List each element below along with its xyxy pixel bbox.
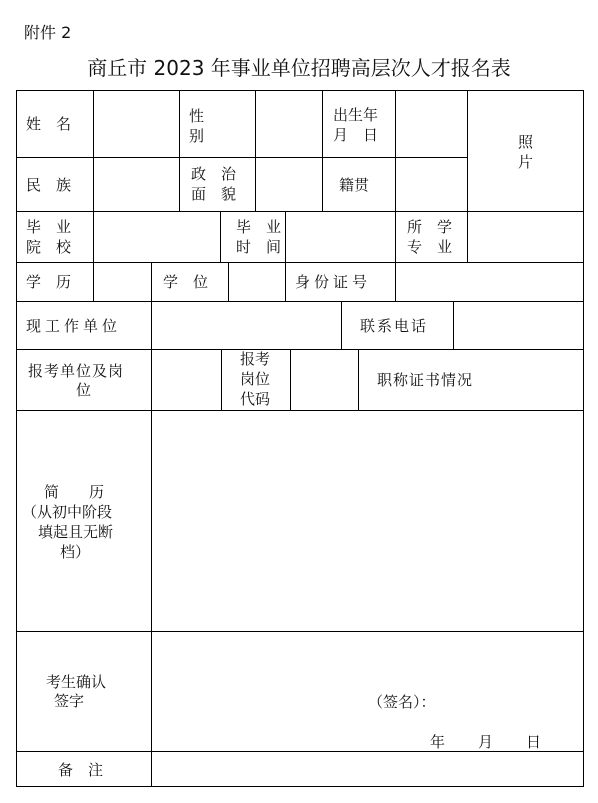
ethnicity-label: 民 族 xyxy=(26,176,72,194)
form-title: 商丘市 2023 年事业单位招聘高层次人才报名表 xyxy=(87,56,511,80)
politics-field[interactable] xyxy=(256,158,322,211)
birth-label-2: 月 日 xyxy=(333,126,379,144)
remarks-field[interactable] xyxy=(152,752,584,787)
resume-label-3: 填起且无断 xyxy=(38,523,114,541)
col-line xyxy=(322,90,323,211)
resume-label-2: （从初中阶段 xyxy=(22,503,113,521)
degree-label: 学 位 xyxy=(163,273,209,291)
gender-label-2: 别 xyxy=(189,127,205,145)
politics-label-2: 面 貌 xyxy=(191,185,237,203)
col-line xyxy=(220,211,221,262)
current-employer-label: 现工作单位 xyxy=(26,317,122,335)
id-number-label: 身份证号 xyxy=(295,273,372,291)
resume-label-4: 档） xyxy=(60,543,91,561)
grad-time-label-1: 毕 业 xyxy=(236,218,282,236)
date-month-label: 月 xyxy=(478,733,494,751)
resume-field[interactable] xyxy=(152,411,584,631)
col-line xyxy=(358,349,359,410)
post-code-label-2: 岗位 xyxy=(240,370,271,388)
photo-label-2: 片 xyxy=(518,153,534,171)
school-label-1: 毕 业 xyxy=(26,218,72,236)
grad-time-field[interactable] xyxy=(286,212,395,262)
degree-field[interactable] xyxy=(229,263,285,301)
major-label-1: 所 学 xyxy=(407,218,453,236)
school-label-2: 院 校 xyxy=(26,238,72,256)
date-day-label: 日 xyxy=(526,733,542,751)
native-place-field[interactable] xyxy=(396,158,467,211)
apply-unit-label-2: 位 xyxy=(76,381,92,399)
confirm-label-1: 考生确认 xyxy=(46,673,107,691)
col-line xyxy=(285,262,286,301)
native-place-label: 籍贯 xyxy=(339,176,370,194)
gender-field[interactable] xyxy=(256,91,322,157)
col-line xyxy=(221,349,222,410)
name-field[interactable] xyxy=(94,91,179,157)
post-code-label-1: 报考 xyxy=(240,350,271,368)
current-employer-field[interactable] xyxy=(152,302,341,349)
birth-label-1: 出生年 xyxy=(333,106,379,124)
col-line xyxy=(395,211,396,262)
photo-label-1: 照 xyxy=(518,133,534,151)
major-label-2: 专 业 xyxy=(407,238,453,256)
remarks-label: 备 注 xyxy=(58,761,104,779)
signature-label: （签名）： xyxy=(368,693,436,711)
grad-time-label-2: 时 间 xyxy=(236,238,282,256)
col-line xyxy=(179,90,180,211)
id-number-field[interactable] xyxy=(396,263,584,301)
col-line xyxy=(151,262,152,301)
confirm-label-2: 签字 xyxy=(54,692,85,710)
name-label: 姓 名 xyxy=(26,115,72,133)
gender-label-1: 性 xyxy=(189,107,205,125)
post-code-field[interactable] xyxy=(291,350,358,410)
education-label: 学 历 xyxy=(26,273,72,291)
title-cert-label: 职称证书情况 xyxy=(377,371,474,389)
col-line xyxy=(467,90,468,211)
phone-label: 联系电话 xyxy=(360,317,429,335)
post-code-label-3: 代码 xyxy=(240,390,271,408)
education-field[interactable] xyxy=(94,263,151,301)
title-cert-field[interactable] xyxy=(496,350,584,410)
col-line xyxy=(341,301,342,349)
phone-field[interactable] xyxy=(454,302,584,349)
attachment-label: 附件 2 xyxy=(24,23,72,42)
apply-unit-field[interactable] xyxy=(152,350,221,410)
date-year-label: 年 xyxy=(430,733,446,751)
apply-unit-label-1: 报考单位及岗 xyxy=(28,362,125,380)
major-field[interactable] xyxy=(468,212,584,262)
resume-label-1: 简 历 xyxy=(44,483,105,501)
school-field[interactable] xyxy=(94,212,220,262)
politics-label-1: 政 治 xyxy=(191,165,237,183)
birth-date-field[interactable] xyxy=(396,91,467,157)
ethnicity-field[interactable] xyxy=(94,158,179,211)
